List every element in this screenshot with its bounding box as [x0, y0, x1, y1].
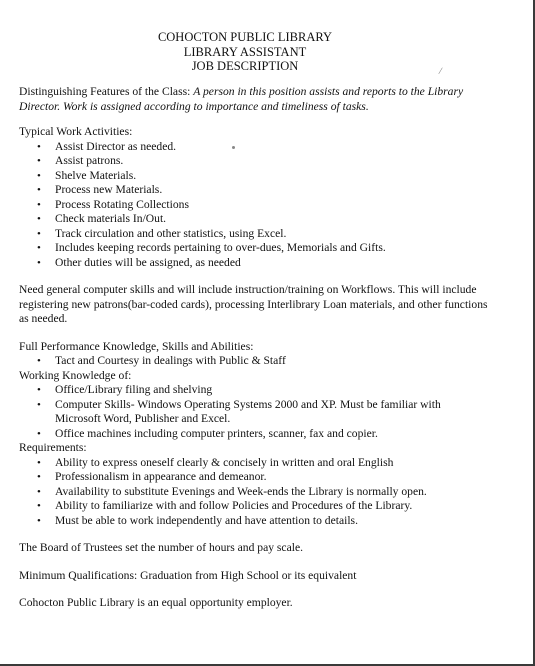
list-item: • Must be able to work independently and have attention to details.	[37, 513, 358, 527]
bullet-icon: •	[37, 398, 41, 411]
distinguishing-features-text: A person in this position assists and reports to the Library Director. Work is assigned according to importance and timeliness of tasks.	[19, 85, 464, 113]
requirements-label: Requirements:	[19, 441, 87, 454]
position-title: LIBRARY ASSISTANT	[183, 44, 307, 59]
list-item: • Computer Skills- Windows Operating Systems 2000 and XP. Must be familiar with Microsoft Word, Publisher and Excel.	[37, 397, 441, 425]
bullet-icon: •	[37, 456, 41, 469]
typical-work-list	[19, 140, 489, 271]
bullet-icon: •	[37, 256, 41, 269]
list-item: • Process new Materials.	[37, 183, 163, 196]
bullet-icon: •	[37, 427, 41, 440]
list-item: • Office machines including computer printers, scanner, fax and copier.	[37, 426, 378, 440]
list-item: • Process Rotating Collections	[37, 197, 189, 211]
general-skills-paragraph: Need general computer skills and will include instruction/training on Workflows. This will include registering new patrons(bar-coded cards), processing Interlibrary Loan materials, and other functions as needed.	[19, 283, 488, 325]
spacer	[19, 556, 489, 569]
document-body	[19, 85, 489, 611]
distinguishing-features-label: Distinguishing Features of the Class:	[19, 85, 191, 98]
bullet-icon: •	[37, 514, 41, 527]
bullet-icon: •	[37, 198, 41, 211]
spacer	[19, 327, 489, 340]
list-item: • Ability to express oneself clearly & concisely in written and oral English	[37, 455, 394, 469]
equal-opportunity-statement: Cohocton Public Library is an equal opportunity employer.	[19, 596, 293, 609]
board-statement: The Board of Trustees set the number of hours and pay scale.	[19, 541, 303, 554]
bullet-icon: •	[37, 169, 41, 182]
spacer	[19, 270, 489, 283]
list-item: • Office/Library filing and shelving	[37, 383, 213, 396]
bullet-icon: •	[37, 155, 41, 167]
typical-work-label: Typical Work Activities:	[19, 125, 133, 138]
list-item: • Check materials In/Out.	[37, 212, 167, 225]
list-item: • Assist patrons.	[37, 154, 124, 167]
bullet-icon: •	[37, 485, 41, 498]
full-performance-label: Full Performance Knowledge, Skills and Abilities:	[19, 339, 254, 353]
bullet-icon: •	[37, 355, 41, 367]
bullet-icon: •	[37, 227, 41, 240]
list-item: • Includes keeping records pertaining to over-dues, Memorials and Gifts.	[37, 241, 386, 254]
bullet-icon: •	[37, 384, 41, 396]
list-item: • Track circulation and other statistics, using Excel.	[37, 226, 287, 240]
list-item: • Assist Director as needed.	[37, 139, 177, 153]
working-knowledge-label: Working Knowledge of:	[19, 368, 132, 382]
bullet-icon: •	[37, 140, 41, 153]
stray-pen-mark: /	[437, 65, 443, 78]
document-header	[0, 30, 490, 74]
spacer	[19, 583, 489, 596]
list-item: • Ability to familiarize with and follow Policies and Procedures of the Library.	[37, 499, 413, 512]
minimum-qualifications: Minimum Qualifications: Graduation from High School or its equivalent	[19, 568, 357, 582]
bullet-icon: •	[37, 242, 41, 254]
list-item: • Other duties will be assigned, as needed	[37, 255, 241, 269]
bullet-icon: •	[37, 500, 41, 512]
list-item: • Tact and Courtesy in dealings with Public & Staff	[37, 354, 286, 367]
working-knowledge-list	[19, 383, 489, 441]
full-performance-list	[19, 354, 489, 369]
document-type: JOB DESCRIPTION	[191, 59, 299, 73]
list-item: • Shelve Materials.	[37, 168, 137, 182]
list-item: • Professionalism in appearance and demeanor.	[37, 470, 267, 483]
requirements-list	[19, 456, 489, 529]
library-name: COHOCTON PUBLIC LIBRARY	[157, 30, 333, 44]
spacer	[19, 528, 489, 541]
distinguishing-features	[19, 85, 489, 114]
bullet-icon: •	[37, 213, 41, 225]
bullet-icon: •	[37, 184, 41, 196]
list-item: • Availability to substitute Evenings and Week-ends the Library is normally open.	[37, 484, 427, 498]
bullet-icon: •	[37, 471, 41, 483]
